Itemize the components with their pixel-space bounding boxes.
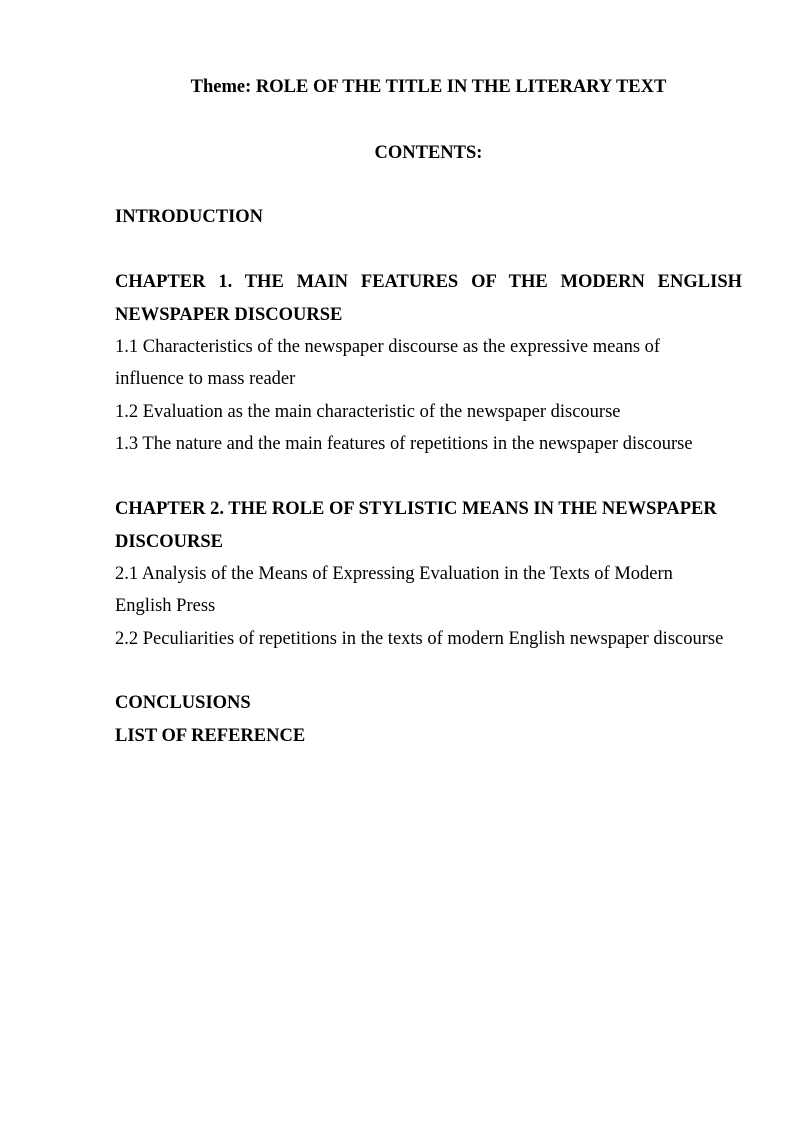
toc-item-1-1-line2: influence to mass reader [115, 369, 296, 389]
toc-item-1-2: 1.2 Evaluation as the main characteristic of the newspaper discourse [115, 402, 621, 422]
toc-item-2-1-line2: English Press [115, 596, 216, 616]
chapter2-title-line1: CHAPTER 2. THE ROLE OF STYLISTIC MEANS IN THE NEWSPAPER [115, 499, 717, 519]
toc-item-1-3: 1.3 The nature and the main features of repetitions in the newspaper discourse [115, 434, 693, 454]
toc-item-2-2: 2.2 Peculiarities of repetitions in the texts of modern English newspaper discourse [115, 629, 724, 649]
toc-item-2-1-line1: 2.1 Analysis of the Means of Expressing Evaluation in the Texts of Modern [115, 564, 673, 584]
contents-heading: CONTENTS: [374, 143, 483, 163]
theme-title: Theme: ROLE OF THE TITLE IN THE LITERARY TEXT [190, 77, 667, 97]
toc-conclusions: CONCLUSIONS [115, 693, 251, 713]
chapter1-title-line2: NEWSPAPER DISCOURSE [115, 305, 343, 325]
chapter1-title-line1: CHAPTER 1. THE MAIN FEATURES OF THE MODERN ENGLISH [115, 272, 742, 292]
chapter2-title-line2: DISCOURSE [115, 532, 223, 552]
toc-introduction: INTRODUCTION [115, 207, 264, 227]
toc-item-1-1-line1: 1.1 Characteristics of the newspaper discourse as the expressive means of [115, 337, 661, 357]
toc-list-of-reference: LIST OF REFERENCE [115, 726, 306, 746]
